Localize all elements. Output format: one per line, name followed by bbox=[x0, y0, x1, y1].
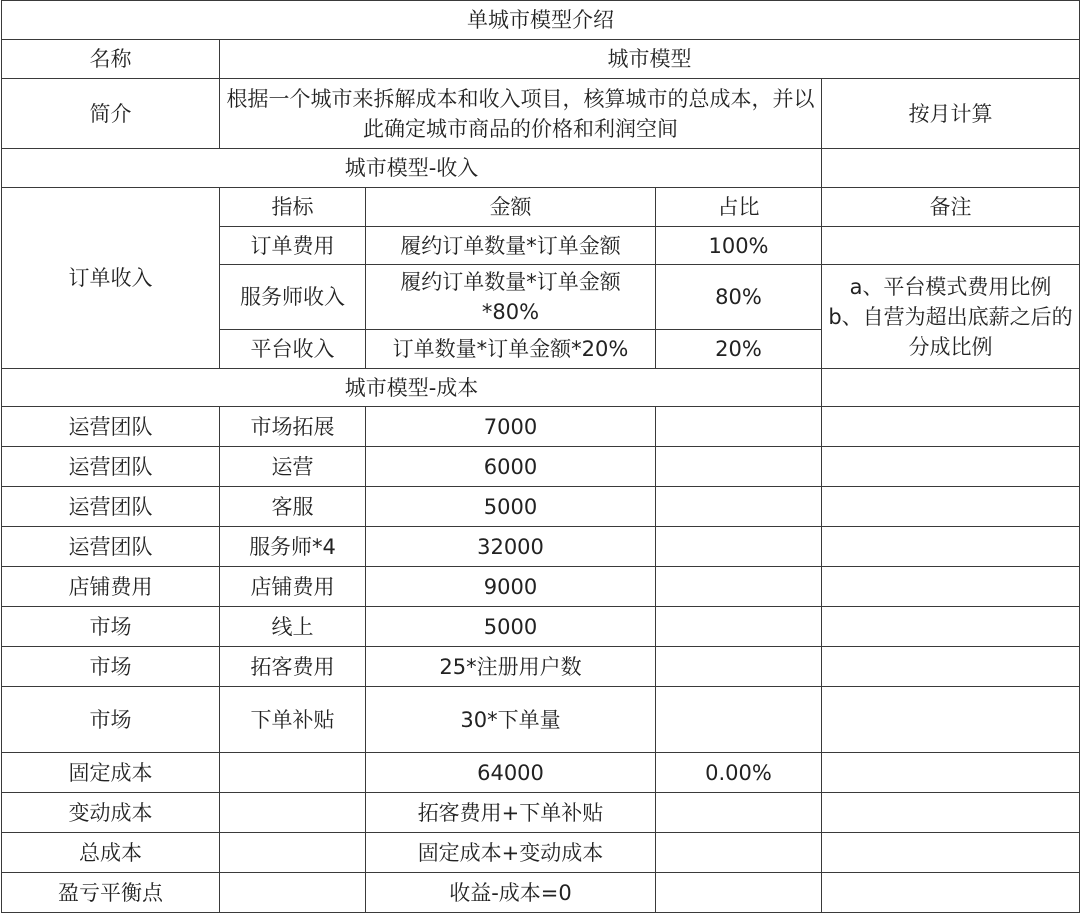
column-header-ratio[interactable]: 占比 bbox=[656, 188, 822, 227]
revenue-note-blank-cell[interactable] bbox=[822, 227, 1080, 265]
cost-note-cell[interactable] bbox=[822, 447, 1080, 487]
cost-note-cell[interactable] bbox=[822, 873, 1080, 913]
cost-amount-cell[interactable]: 收益-成本=0 bbox=[366, 873, 656, 913]
cost-item-cell[interactable] bbox=[220, 793, 366, 833]
cost-amount-cell[interactable]: 7000 bbox=[366, 407, 656, 447]
cost-row bbox=[2, 527, 1080, 567]
revenue-ratio-cell[interactable]: 100% bbox=[656, 227, 822, 265]
cost-section-blank-cell[interactable] bbox=[822, 369, 1080, 407]
intro-label-cell[interactable]: 简介 bbox=[2, 79, 220, 149]
cost-amount-cell[interactable]: 25*注册用户数 bbox=[366, 647, 656, 687]
revenue-section-row bbox=[2, 149, 1080, 188]
cost-row bbox=[2, 687, 1080, 753]
cost-note-cell[interactable] bbox=[822, 487, 1080, 527]
revenue-note-cell[interactable] bbox=[822, 265, 1080, 369]
cost-amount-cell[interactable]: 32000 bbox=[366, 527, 656, 567]
revenue-section-blank-cell[interactable] bbox=[822, 149, 1080, 188]
cost-ratio-cell[interactable] bbox=[656, 567, 822, 607]
cost-category-cell[interactable]: 店铺费用 bbox=[2, 567, 220, 607]
cost-ratio-cell[interactable] bbox=[656, 647, 822, 687]
cost-category-cell[interactable]: 运营团队 bbox=[2, 527, 220, 567]
revenue-header-row bbox=[2, 188, 1080, 227]
cost-item-cell[interactable] bbox=[220, 873, 366, 913]
column-header-note[interactable]: 备注 bbox=[822, 188, 1080, 227]
cost-item-cell[interactable]: 客服 bbox=[220, 487, 366, 527]
cost-row bbox=[2, 873, 1080, 913]
cost-row bbox=[2, 833, 1080, 873]
order-revenue-group-cell[interactable]: 订单收入 bbox=[2, 188, 220, 369]
cost-ratio-cell[interactable] bbox=[656, 793, 822, 833]
cost-note-cell[interactable] bbox=[822, 647, 1080, 687]
cost-section-row bbox=[2, 369, 1080, 407]
cost-category-cell[interactable]: 市场 bbox=[2, 647, 220, 687]
cost-category-cell[interactable]: 运营团队 bbox=[2, 447, 220, 487]
revenue-metric-cell[interactable]: 平台收入 bbox=[220, 330, 366, 369]
cost-category-cell[interactable]: 运营团队 bbox=[2, 407, 220, 447]
cost-amount-cell[interactable]: 拓客费用+下单补贴 bbox=[366, 793, 656, 833]
cost-ratio-cell[interactable] bbox=[656, 447, 822, 487]
title-row bbox=[2, 1, 1080, 40]
cost-ratio-cell[interactable] bbox=[656, 873, 822, 913]
cost-row bbox=[2, 487, 1080, 527]
cost-ratio-cell[interactable] bbox=[656, 527, 822, 567]
cost-item-cell[interactable]: 下单补贴 bbox=[220, 687, 366, 753]
intro-value-cell[interactable]: 根据一个城市来拆解成本和收入项目，核算城市的总成本，并以此确定城市商品的价格和利润空间 bbox=[220, 79, 822, 149]
revenue-amount-cell[interactable]: 履约订单数量*订单金额 bbox=[366, 227, 656, 265]
cost-note-cell[interactable] bbox=[822, 793, 1080, 833]
cost-note-cell[interactable] bbox=[822, 527, 1080, 567]
cost-item-cell[interactable] bbox=[220, 753, 366, 793]
cost-ratio-cell[interactable] bbox=[656, 833, 822, 873]
cost-row bbox=[2, 647, 1080, 687]
cost-section-label[interactable]: 城市模型-成本 bbox=[2, 369, 822, 407]
cost-amount-cell[interactable]: 6000 bbox=[366, 447, 656, 487]
cost-amount-cell[interactable]: 9000 bbox=[366, 567, 656, 607]
cost-note-cell[interactable] bbox=[822, 407, 1080, 447]
cost-amount-cell[interactable]: 5000 bbox=[366, 607, 656, 647]
cost-item-cell[interactable]: 店铺费用 bbox=[220, 567, 366, 607]
cost-row bbox=[2, 567, 1080, 607]
cost-row bbox=[2, 793, 1080, 833]
cost-amount-cell[interactable]: 30*下单量 bbox=[366, 687, 656, 753]
name-value-cell[interactable]: 城市模型 bbox=[220, 40, 1080, 79]
cost-item-cell[interactable]: 线上 bbox=[220, 607, 366, 647]
intro-row bbox=[2, 79, 1080, 149]
cost-row bbox=[2, 607, 1080, 647]
name-row bbox=[2, 40, 1080, 79]
intro-note-cell[interactable]: 按月计算 bbox=[822, 79, 1080, 149]
cost-category-cell[interactable]: 市场 bbox=[2, 607, 220, 647]
cost-item-cell[interactable]: 运营 bbox=[220, 447, 366, 487]
cost-ratio-cell[interactable] bbox=[656, 607, 822, 647]
cost-ratio-cell[interactable] bbox=[656, 487, 822, 527]
cost-note-cell[interactable] bbox=[822, 567, 1080, 607]
cost-amount-cell[interactable]: 固定成本+变动成本 bbox=[366, 833, 656, 873]
cost-category-cell[interactable]: 变动成本 bbox=[2, 793, 220, 833]
column-header-metric[interactable]: 指标 bbox=[220, 188, 366, 227]
cost-row bbox=[2, 753, 1080, 793]
cost-category-cell[interactable]: 总成本 bbox=[2, 833, 220, 873]
revenue-metric-cell[interactable]: 服务师收入 bbox=[220, 265, 366, 330]
revenue-section-label[interactable]: 城市模型-收入 bbox=[2, 149, 822, 188]
revenue-note-line-a: a、平台模式费用比例 bbox=[849, 274, 1052, 299]
cost-ratio-cell[interactable] bbox=[656, 407, 822, 447]
table-title[interactable]: 单城市模型介绍 bbox=[2, 1, 1080, 40]
cost-amount-cell[interactable]: 5000 bbox=[366, 487, 656, 527]
revenue-amount-cell[interactable]: 订单数量*订单金额*20% bbox=[366, 330, 656, 369]
cost-item-cell[interactable]: 拓客费用 bbox=[220, 647, 366, 687]
name-label-cell[interactable]: 名称 bbox=[2, 40, 220, 79]
cost-note-cell[interactable] bbox=[822, 687, 1080, 753]
cost-amount-cell[interactable]: 64000 bbox=[366, 753, 656, 793]
column-header-amount[interactable]: 金额 bbox=[366, 188, 656, 227]
cost-item-cell[interactable] bbox=[220, 833, 366, 873]
cost-category-cell[interactable]: 市场 bbox=[2, 687, 220, 753]
cost-category-cell[interactable]: 运营团队 bbox=[2, 487, 220, 527]
cost-category-cell[interactable]: 固定成本 bbox=[2, 753, 220, 793]
cost-row bbox=[2, 447, 1080, 487]
city-model-table bbox=[1, 0, 1080, 913]
cost-item-cell[interactable]: 市场拓展 bbox=[220, 407, 366, 447]
cost-item-cell[interactable]: 服务师*4 bbox=[220, 527, 366, 567]
cost-ratio-cell[interactable] bbox=[656, 687, 822, 753]
cost-row bbox=[2, 407, 1080, 447]
cost-rows bbox=[2, 407, 1080, 913]
revenue-metric-cell[interactable]: 订单费用 bbox=[220, 227, 366, 265]
cost-note-cell[interactable] bbox=[822, 753, 1080, 793]
cost-ratio-cell[interactable]: 0.00% bbox=[656, 753, 822, 793]
revenue-ratio-cell[interactable]: 80% bbox=[656, 265, 822, 330]
cost-category-cell[interactable]: 盈亏平衡点 bbox=[2, 873, 220, 913]
revenue-amount-cell[interactable]: 履约订单数量*订单金额*80% bbox=[366, 265, 656, 330]
revenue-note-line-b: b、自营为超出底薪之后的分成比例 bbox=[828, 304, 1073, 359]
revenue-ratio-cell[interactable]: 20% bbox=[656, 330, 822, 369]
cost-note-cell[interactable] bbox=[822, 833, 1080, 873]
cost-note-cell[interactable] bbox=[822, 607, 1080, 647]
